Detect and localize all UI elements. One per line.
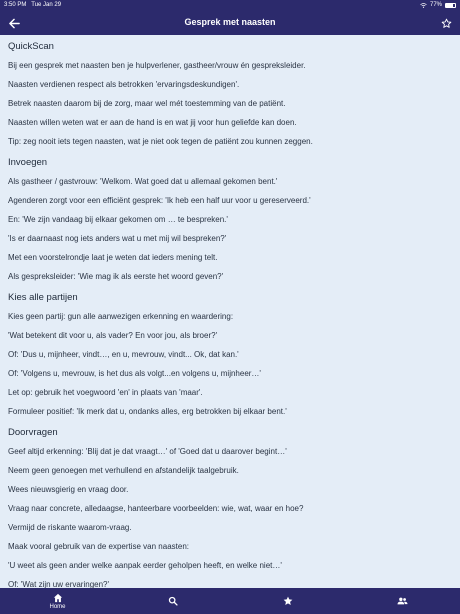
section-quickscan: [8, 40, 452, 151]
home-icon: [53, 593, 63, 603]
paragraph: Let op: gebruik het voegwoord 'en' in plaats van 'maar'.: [8, 388, 203, 397]
paragraph: Naasten verdienen respect als betrokken 'ervaringsdeskundigen'.: [8, 80, 240, 89]
tab-home[interactable]: [0, 588, 115, 614]
search-icon: [168, 596, 178, 606]
paragraph: Agenderen zorgt voor een efficiënt gesprek: 'Ik heb een half uur voor u gereserveerd.': [8, 196, 311, 205]
paragraph: 'U weet als geen ander welke aanpak eerder geholpen heeft, en welke niet…': [8, 561, 282, 570]
paragraph: Als gastheer / gastvrouw: 'Welkom. Wat goed dat u allemaal gekomen bent.': [8, 177, 278, 186]
paragraph: Neem geen genoegen met verhullend en afstandelijk taalgebruik.: [8, 466, 239, 475]
section-title: Kies alle partijen: [8, 292, 78, 303]
paragraph: Maak vooral gebruik van de expertise van naasten:: [8, 542, 189, 551]
people-icon: [397, 596, 408, 606]
paragraph: En: 'We zijn vandaag bij elkaar gekomen om … te bespreken.': [8, 215, 228, 224]
status-right: [420, 2, 456, 8]
tab-search[interactable]: [115, 588, 230, 614]
paragraph: Of: 'Wat zijn uw ervaringen?': [8, 580, 110, 588]
paragraph: Wees nieuwsgierig en vraag door.: [8, 485, 129, 494]
tab-bar: [0, 588, 460, 614]
paragraph: Vraag naar concrete, alledaagse, hanteerbare voorbeelden: wie, wat, waar en hoe?: [8, 504, 304, 513]
status-date: Tue Jan 29: [31, 2, 62, 8]
nav-bar: [0, 11, 460, 35]
page-title: Gesprek met naasten: [184, 17, 276, 27]
section-title: QuickScan: [8, 41, 54, 52]
paragraph: 'Wat betekent dit voor u, als vader? En voor jou, als broer?': [8, 331, 218, 340]
paragraph: Als gespreksleider: 'Wie mag ik als eerste het woord geven?': [8, 272, 224, 281]
paragraph: Geef altijd erkenning: 'Blij dat je dat vraagt…' of 'Goed dat u daarover begint…': [8, 447, 287, 456]
paragraph: Tip: zeg nooit iets tegen naasten, wat je niet ook tegen de patiënt zou kunnen zeggen.: [8, 137, 313, 146]
status-left: [4, 2, 61, 8]
status-time: 3:50 PM: [4, 2, 27, 8]
paragraph: Vermijd de riskante waarom-vraag.: [8, 523, 132, 532]
tab-people[interactable]: [345, 588, 460, 614]
section-invoegen: [8, 156, 452, 286]
content-scroll[interactable]: [0, 35, 460, 588]
wifi-icon: [420, 3, 427, 8]
section-title: Invoegen: [8, 157, 48, 168]
section-doorvragen: [8, 426, 452, 588]
paragraph: 'Is er daarnaast nog iets anders wat u met mij wil bespreken?': [8, 234, 227, 243]
tab-favorites[interactable]: [230, 588, 345, 614]
status-bar: [0, 0, 460, 11]
star-icon: [283, 596, 293, 606]
tab-home-label: Home: [49, 603, 66, 610]
battery-icon: [445, 3, 456, 8]
paragraph: Of: 'Volgens u, mevrouw, is het dus als volgt...en volgens u, mijnheer…': [8, 369, 261, 378]
star-outline-icon: [441, 18, 452, 29]
paragraph: Betrek naasten daarom bij de zorg, maar wel mét toestemming van de patiënt.: [8, 99, 286, 108]
paragraph: Met een voorstelrondje laat je weten dat ieders mening telt.: [8, 253, 218, 262]
battery-fill: [446, 4, 453, 7]
section-title: Doorvragen: [8, 427, 58, 438]
paragraph: Kies geen partij: gun alle aanwezigen erkenning en waardering:: [8, 312, 234, 321]
paragraph: Naasten willen weten wat er aan de hand is en wat jij voor hun geliefde kan doen.: [8, 118, 297, 127]
section-kies-alle-partijen: [8, 291, 452, 421]
paragraph: Bij een gesprek met naasten ben je hulpverlener, gastheer/vrouw én gespreksleider.: [8, 61, 306, 70]
paragraph: Formuleer positief: 'Ik merk dat u, ondanks alles, erg betrokken bij elkaar bent.': [8, 407, 287, 416]
favorite-button[interactable]: [438, 15, 454, 31]
paragraph: Of: 'Dus u, mijnheer, vindt…, en u, mevrouw, vindt... Ok, dat kan.': [8, 350, 239, 359]
battery-percent: 77%: [429, 2, 442, 8]
